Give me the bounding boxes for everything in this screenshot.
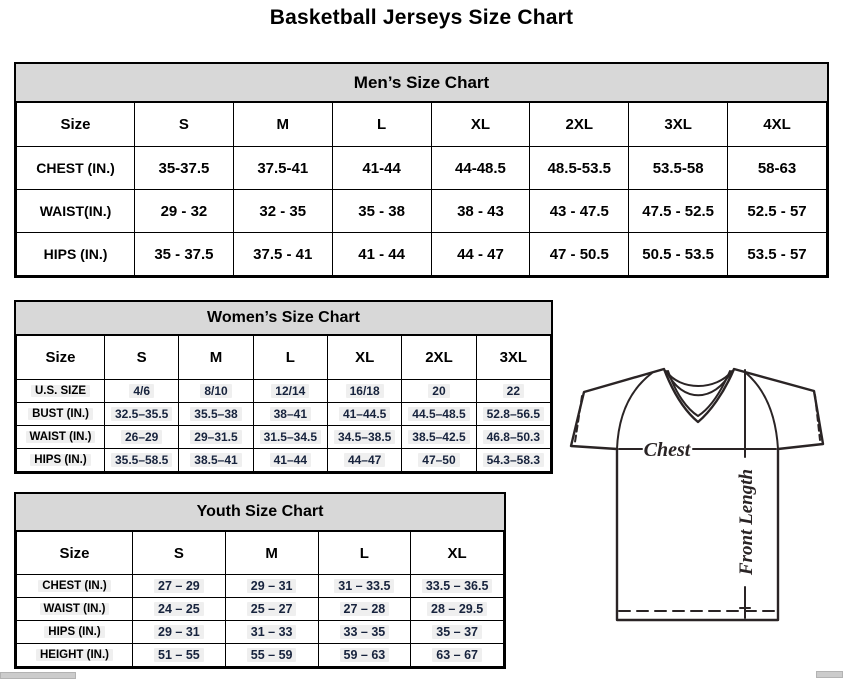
size-cell: 33.5 – 36.5 xyxy=(411,575,504,598)
size-cell: 32 - 35 xyxy=(233,190,332,233)
size-cell: 38.5–41 xyxy=(179,449,253,472)
womens-size-chart xyxy=(14,300,553,474)
size-cell: 33 – 35 xyxy=(318,621,411,644)
table-row xyxy=(17,147,827,190)
column-header: Size xyxy=(17,336,105,380)
size-cell: 38.5–42.5 xyxy=(402,426,476,449)
size-cell: 38 - 43 xyxy=(431,190,530,233)
column-header: 2XL xyxy=(402,336,476,380)
column-header: XL xyxy=(431,103,530,147)
size-cell: 29–31.5 xyxy=(179,426,253,449)
size-cell: 8/10 xyxy=(179,380,253,403)
size-cell: 51 – 55 xyxy=(133,644,226,667)
size-cell: 47 - 50.5 xyxy=(530,233,629,276)
row-label: HIPS (IN.) xyxy=(17,449,105,472)
size-cell: 29 - 32 xyxy=(135,190,234,233)
size-cell: 35.5–58.5 xyxy=(105,449,179,472)
horizontal-scrollbar-thumb-right[interactable] xyxy=(816,671,843,678)
size-cell: 35-37.5 xyxy=(135,147,234,190)
size-cell: 47–50 xyxy=(402,449,476,472)
mens-table xyxy=(16,102,827,276)
size-cell: 41–44.5 xyxy=(327,403,401,426)
mens-chart-title: Men’s Size Chart xyxy=(16,64,827,102)
jersey-outline xyxy=(571,369,823,620)
table-row xyxy=(17,644,504,667)
size-cell: 37.5-41 xyxy=(233,147,332,190)
size-cell: 44-48.5 xyxy=(431,147,530,190)
row-label: HIPS (IN.) xyxy=(17,621,133,644)
column-header: S xyxy=(135,103,234,147)
size-cell: 20 xyxy=(402,380,476,403)
table-row xyxy=(17,190,827,233)
size-cell: 27 – 29 xyxy=(133,575,226,598)
size-cell: 26–29 xyxy=(105,426,179,449)
row-label: WAIST (IN.) xyxy=(17,426,105,449)
womens-table xyxy=(16,335,551,472)
size-cell: 48.5-53.5 xyxy=(530,147,629,190)
size-cell: 46.8–50.3 xyxy=(476,426,550,449)
size-cell: 35 – 37 xyxy=(411,621,504,644)
row-label: WAIST (IN.) xyxy=(17,598,133,621)
size-cell: 35 - 38 xyxy=(332,190,431,233)
table-row xyxy=(17,426,551,449)
size-cell: 29 – 31 xyxy=(225,575,318,598)
youth-table xyxy=(16,531,504,667)
table-row xyxy=(17,233,827,276)
size-cell: 22 xyxy=(476,380,550,403)
size-cell: 50.5 - 53.5 xyxy=(629,233,728,276)
row-label: BUST (IN.) xyxy=(17,403,105,426)
column-header: Size xyxy=(17,103,135,147)
row-label: WAIST(IN.) xyxy=(17,190,135,233)
size-cell: 12/14 xyxy=(253,380,327,403)
size-cell: 41 - 44 xyxy=(332,233,431,276)
column-header: L xyxy=(332,103,431,147)
size-cell: 44–47 xyxy=(327,449,401,472)
size-cell: 53.5 - 57 xyxy=(728,233,827,276)
size-cell: 54.3–58.3 xyxy=(476,449,550,472)
row-label: CHEST (IN.) xyxy=(17,147,135,190)
page-title: Basketball Jerseys Size Chart xyxy=(269,6,574,29)
column-header: M xyxy=(225,532,318,575)
column-header: XL xyxy=(411,532,504,575)
row-label: HEIGHT (IN.) xyxy=(17,644,133,667)
size-cell: 47.5 - 52.5 xyxy=(629,190,728,233)
table-row xyxy=(17,449,551,472)
column-header: L xyxy=(318,532,411,575)
size-cell: 58-63 xyxy=(728,147,827,190)
table-row xyxy=(17,380,551,403)
front-length-label: Front Length xyxy=(736,468,757,576)
size-cell: 34.5–38.5 xyxy=(327,426,401,449)
column-header: S xyxy=(133,532,226,575)
womens-chart-title: Women’s Size Chart xyxy=(16,302,551,335)
size-cell: 32.5–35.5 xyxy=(105,403,179,426)
size-cell: 31 – 33.5 xyxy=(318,575,411,598)
column-header: M xyxy=(179,336,253,380)
column-header: Size xyxy=(17,532,133,575)
size-cell: 53.5-58 xyxy=(629,147,728,190)
chest-label: Chest xyxy=(643,439,691,461)
size-cell: 27 – 28 xyxy=(318,598,411,621)
column-header: L xyxy=(253,336,327,380)
table-row xyxy=(17,621,504,644)
column-header: 4XL xyxy=(728,103,827,147)
size-cell: 52.5 - 57 xyxy=(728,190,827,233)
size-cell: 44 - 47 xyxy=(431,233,530,276)
size-cell: 63 – 67 xyxy=(411,644,504,667)
column-header: S xyxy=(105,336,179,380)
jersey-diagram xyxy=(556,360,840,628)
size-cell: 35.5–38 xyxy=(179,403,253,426)
row-label: CHEST (IN.) xyxy=(17,575,133,598)
size-cell: 44.5–48.5 xyxy=(402,403,476,426)
row-label: U.S. SIZE xyxy=(17,380,105,403)
table-row xyxy=(17,403,551,426)
size-cell: 31 – 33 xyxy=(225,621,318,644)
size-cell: 41-44 xyxy=(332,147,431,190)
size-cell: 43 - 47.5 xyxy=(530,190,629,233)
column-header: 3XL xyxy=(476,336,550,380)
column-header: XL xyxy=(327,336,401,380)
size-cell: 55 – 59 xyxy=(225,644,318,667)
table-row xyxy=(17,575,504,598)
size-cell: 38–41 xyxy=(253,403,327,426)
size-cell: 41–44 xyxy=(253,449,327,472)
column-header: M xyxy=(233,103,332,147)
size-cell: 37.5 - 41 xyxy=(233,233,332,276)
size-cell: 59 – 63 xyxy=(318,644,411,667)
size-cell: 16/18 xyxy=(327,380,401,403)
size-cell: 52.8–56.5 xyxy=(476,403,550,426)
table-row xyxy=(17,598,504,621)
column-header: 3XL xyxy=(629,103,728,147)
youth-chart-title: Youth Size Chart xyxy=(16,494,504,531)
row-label: HIPS (IN.) xyxy=(17,233,135,276)
mens-size-chart xyxy=(14,62,829,278)
size-cell: 24 – 25 xyxy=(133,598,226,621)
size-cell: 35 - 37.5 xyxy=(135,233,234,276)
size-cell: 29 – 31 xyxy=(133,621,226,644)
size-cell: 28 – 29.5 xyxy=(411,598,504,621)
column-header: 2XL xyxy=(530,103,629,147)
horizontal-scrollbar-thumb-left[interactable] xyxy=(0,672,76,679)
youth-size-chart xyxy=(14,492,506,669)
size-cell: 31.5–34.5 xyxy=(253,426,327,449)
size-cell: 4/6 xyxy=(105,380,179,403)
size-cell: 25 – 27 xyxy=(225,598,318,621)
